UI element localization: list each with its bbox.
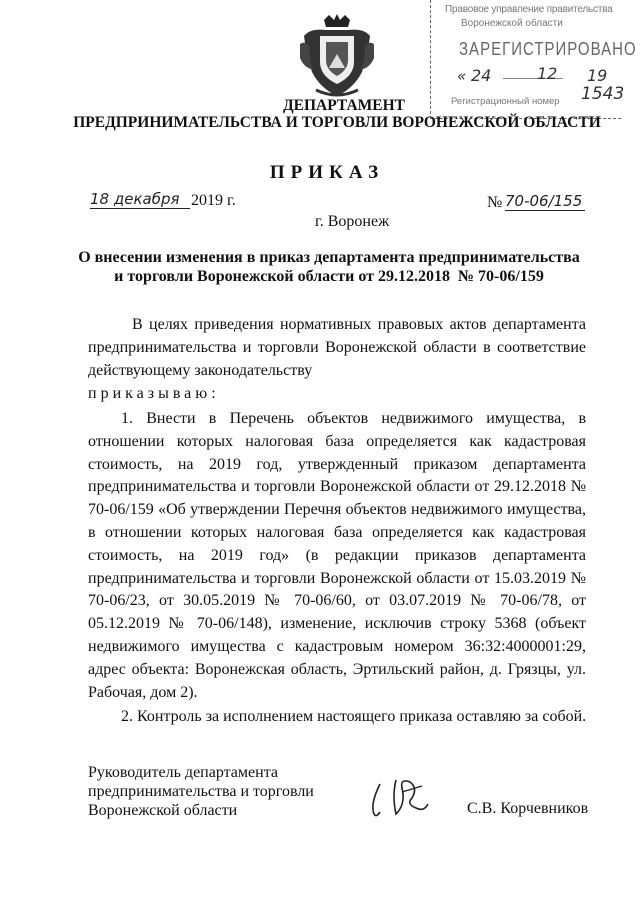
department-name-line2: ПРЕДПРИНИМАТЕЛЬСТВА И ТОРГОВЛИ ВОРОНЕЖСКОЙ ОБЛАСТИ	[73, 114, 601, 131]
stamp-date-year: 19	[587, 66, 608, 85]
order-number-handwritten: 70-06/155	[505, 192, 585, 211]
stamp-authority: Правовое управление правительства	[445, 4, 613, 15]
stamp-date-day: 24	[471, 66, 492, 85]
stamp-date-month: 12	[537, 64, 558, 83]
signatory-name: С.В. Корчевников	[467, 800, 589, 817]
order-number-label: №	[487, 194, 503, 211]
signatory-position-line2: предпринимательства и торговли	[88, 783, 314, 800]
order-word: приказываю:	[88, 385, 220, 402]
document-type-title: ПРИКАЗ	[269, 162, 385, 183]
stamp-region: Воронежской области	[461, 18, 563, 29]
coat-of-arms-emblem	[296, 14, 378, 98]
order-item-1: 1. Внести в Перечень объектов недвижимого имущества, в отношении которых налоговая база определяется как кадастровая стоимость, на 2019 год, утвержденный приказом департамента предпринимательства и торговли Воронежской области от 29.12.2018 № 70-06/159 «Об утверждении Перечня объектов недвижимого имущества, в отношении которых налоговая база определяется как кадастровая стоимость, на 2019 год» (в редакции приказов департамента предпринимательства и торговли Воронежской области от 15.03.2019 № 70-06/23, от 30.05.2019 № 70-06/60, от 03.07.2019 № 70-06/78, от 05.12.2019 № 70-06/148), изменение, исключив строку 5368 (объект недвижимого имущества с кадастровым номером 36:32:4000001:29, адрес объекта: Воронежская область, Эртильский район, д. Грязцы, ул. Рабочая, дом 2).	[88, 410, 586, 701]
order-city: г. Воронеж	[315, 213, 390, 230]
order-item-2: 2. Контроль за исполнением настоящего приказа оставляю за собой.	[121, 708, 587, 725]
signatory-position	[88, 763, 348, 820]
department-name-line1: ДЕПАРТАМЕНТ	[282, 97, 406, 114]
stamp-date: « 24 12 19	[457, 64, 608, 85]
preamble-paragraph: В целях приведения нормативных правовых актов департамента предпринимательства и торговли Воронежской области в соответствие действующему законодательству	[88, 316, 586, 379]
stamp-number-value: 1543	[581, 84, 625, 104]
order-date-year: 2019 г.	[191, 192, 236, 209]
handwritten-signature	[366, 774, 436, 820]
order-title-line1: О внесении изменения в приказ департамента предпринимательства	[78, 249, 580, 266]
stamp-number-label: Регистрационный номер	[451, 96, 560, 107]
order-date-handwritten: 18 декабря	[90, 190, 190, 209]
stamp-registered: ЗАРЕГИСТРИРОВАНО	[459, 39, 637, 60]
signatory-position-line1: Руководитель департамента	[88, 764, 278, 781]
order-title-line2: и торговли Воронежской области от 29.12.2018 № 70-06/159	[114, 268, 544, 285]
signatory-position-line3: Воронежской области	[88, 802, 238, 819]
